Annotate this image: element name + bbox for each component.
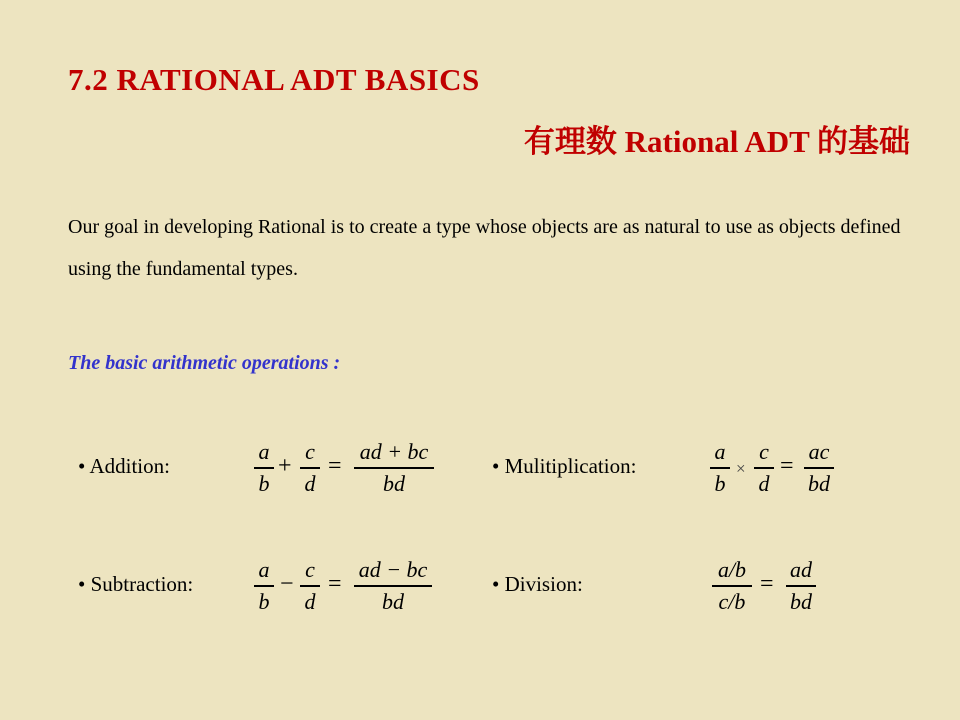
fraction-bar [786, 585, 816, 587]
operations-heading: The basic arithmetic operations : [68, 352, 341, 374]
fraction-bar [254, 467, 274, 469]
equals-operator: = [328, 453, 342, 479]
fraction-numerator: c [305, 557, 315, 582]
multiplication-fraction-result [804, 440, 834, 496]
fraction-numerator: a [258, 439, 270, 464]
minus-operator: − [280, 571, 294, 597]
subtraction-fraction-cd [300, 558, 320, 614]
slide-title: 7.2 RATIONAL ADT BASICS [68, 62, 480, 97]
fraction-bar [712, 585, 752, 587]
fraction-numerator: ad + bc [359, 439, 429, 464]
fraction-denominator: d [304, 470, 316, 496]
fraction-numerator: ad [790, 557, 812, 582]
fraction-denominator: bd [790, 588, 812, 614]
fraction-numerator: a/b [717, 557, 747, 582]
division-fraction-lhs [712, 558, 752, 614]
plus-operator: + [278, 453, 292, 479]
fraction-numerator: a [714, 439, 726, 464]
subtraction-fraction-result [354, 558, 432, 614]
subtraction-label: • Subtraction: [78, 572, 194, 596]
division-fraction-result [786, 558, 816, 614]
equals-operator: = [328, 571, 342, 597]
equals-operator: = [760, 571, 774, 597]
fraction-denominator: b [258, 470, 270, 496]
fraction-denominator: bd [808, 470, 830, 496]
slide-subtitle: 有理数 Rational ADT 的基础 [523, 124, 910, 159]
fraction-numerator: ac [808, 439, 830, 464]
multiplication-label: • Mulitiplication: [492, 454, 637, 478]
addition-fraction-result [354, 440, 434, 496]
multiplication-fraction-cd [754, 440, 774, 496]
addition-fraction-cd [300, 440, 320, 496]
fraction-numerator: c [759, 439, 769, 464]
fraction-bar [754, 467, 774, 469]
fraction-denominator: bd [382, 588, 404, 614]
addition-label: • Addition: [78, 454, 170, 478]
fraction-bar [300, 467, 320, 469]
fraction-denominator: b [258, 588, 270, 614]
subtraction-fraction-ab [254, 558, 274, 614]
fraction-denominator: d [304, 588, 316, 614]
fraction-numerator: c [305, 439, 315, 464]
fraction-bar [354, 467, 434, 469]
fraction-denominator: d [758, 470, 770, 496]
addition-fraction-ab [254, 440, 274, 496]
fraction-bar [710, 467, 730, 469]
fraction-bar [254, 585, 274, 587]
fraction-bar [354, 585, 432, 587]
fraction-denominator: b [714, 470, 726, 496]
multiplication-fraction-ab [710, 440, 730, 496]
division-label: • Division: [492, 572, 583, 596]
fraction-numerator: ad − bc [358, 557, 428, 582]
fraction-bar [300, 585, 320, 587]
fraction-bar [804, 467, 834, 469]
intro-paragraph: Our goal in developing Rational is to create a type whose objects are as natural to use as objects defined using the fundamental types. [68, 216, 901, 280]
equals-operator: = [780, 453, 794, 479]
fraction-denominator: c/b [718, 588, 746, 614]
fraction-numerator: a [258, 557, 270, 582]
times-operator: × [736, 459, 746, 478]
fraction-denominator: bd [383, 470, 405, 496]
